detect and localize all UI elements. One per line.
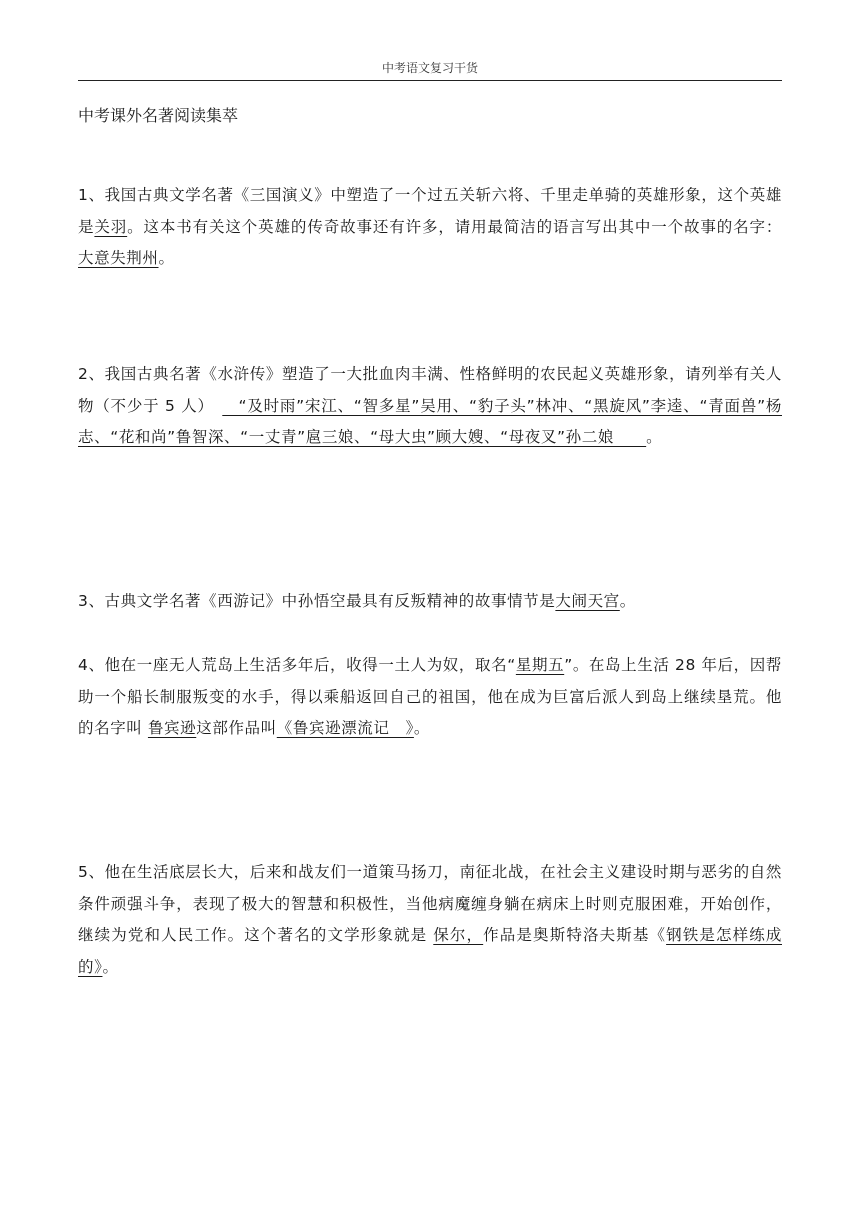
question-2-text: 。 (646, 428, 663, 446)
question-5-text: 5、他在生活底层长大，后来和战友们一道策马扬刀，南征北战，在社会主义建设时期与恶劣的自然条件顽强斗争，表现了极大的智慧和积极性，当他病魔缠身躺在病床上时则克服困难，开始创作，继续为党和人民工作。这个著名的文学形象就是 (78, 863, 782, 944)
question-1-text: 。这本书有关这个英雄的传奇故事还有许多，请用最简洁的语言写出其中一个故事的名字： (127, 217, 782, 236)
question-4-text: 。 (413, 719, 431, 737)
page-header (78, 56, 782, 81)
question-4-text: 这部作品叫 (196, 719, 277, 737)
question-5-answer-character: 保尔， (433, 926, 484, 944)
question-4-text: 4、他在一座无人荒岛上生活多年后，收得一土人为奴，取名“ (78, 656, 516, 674)
question-4 (78, 650, 782, 745)
question-1-answer-hero: 关羽 (94, 217, 128, 236)
question-3 (78, 586, 782, 618)
question-5-text: 。 (102, 957, 119, 976)
question-1-answer-story: 大意失荆州 (78, 249, 159, 267)
question-4-answer-name: 鲁宾逊 (147, 719, 197, 737)
question-3-text: 。 (619, 592, 636, 610)
question-4-answer-servant: 星期五 (515, 656, 565, 674)
question-1-text: 1、我国古典文学名著《三国演义》中塑造了一个过五关斩六将、千里走单骑的英雄形象，这个英雄是 (78, 186, 782, 236)
question-1-text: 。 (158, 249, 175, 267)
question-2-text: 2、我国古典名著《水浒传》塑造了一大批血肉丰满、性格鲜明的农民起义英雄形象，请列举有关人物（不少于 5 人） (78, 365, 782, 415)
question-2-answer-characters: “及时雨”宋江、“智多星”吴用、“豹子头”林冲、“黑旋风”李逵、“青面兽”杨志、“花和尚”鲁智深、“一丈青”扈三娘、“母大虫”顾大嫂、“母夜叉”孙二娘 (78, 396, 782, 446)
question-3-text: 3、古典文学名著《西游记》中孙悟空最具有反叛精神的故事情节是 (78, 592, 556, 610)
question-1 (78, 180, 782, 275)
question-5-text: 作品是奥斯特洛夫斯基《 (483, 926, 667, 944)
question-2 (78, 359, 782, 454)
header-text: 中考语文复习干货 (381, 61, 478, 75)
question-4-answer-work: 《鲁宾逊漂流记 》 (276, 719, 414, 737)
question-3-answer-episode: 大闹天宫 (555, 592, 620, 610)
document-title: 中考课外名著阅读集萃 (78, 106, 239, 125)
question-5-answer-work: 钢铁是怎样练成的》 (78, 926, 782, 976)
question-5 (78, 857, 782, 983)
question-4-text: ”。在岛上生活 28 年后，因帮助一个船长制服叛变的水手，得以乘船返回自己的祖国，他在成为巨富后派人到岛上继续垦荒。他的名字叫 (78, 656, 782, 737)
